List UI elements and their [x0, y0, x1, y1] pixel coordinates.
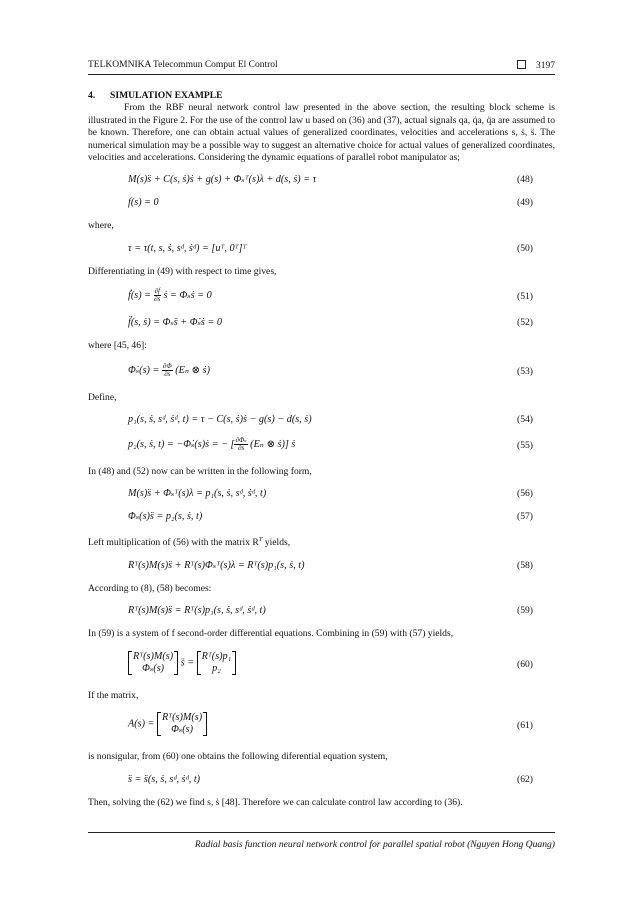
equation-54-formula: p₁(s, ṡ, sᵈ, ṡᵈ, t) = τ − C(s, ṡ)ṡ − g(s) − d(s, ṡ) [128, 414, 312, 426]
equation-55-formula [128, 437, 295, 452]
matrix-left-row-1: Rᵀ(s)M(s) [133, 650, 174, 662]
fraction-numerator: ∂Φ [162, 361, 172, 370]
equation-55-rhs: (Eₙ ⊗ ṡ)] ṡ [247, 438, 296, 450]
equation-48-formula: M(s)s̈ + C(s, ṡ)ṡ + g(s) + Φₛᵀ(s)λ + d(s, ṡ) = τ [128, 174, 317, 186]
equation-62-number: (62) [517, 773, 533, 785]
left-mult-text: Left multiplication of (56) with the matrix R [88, 537, 259, 549]
equation-52-number: (52) [517, 317, 533, 329]
section-title: SIMULATION EXAMPLE [110, 90, 223, 101]
equation-58-formula: Rᵀ(s)M(s)s̈ + Rᵀ(s)Φₛᵀ(s)λ = Rᵀ(s)p₁(s, ṡ, t) [128, 560, 305, 572]
matrix-left-row-2: Φₛ(s) [142, 662, 165, 674]
matrix-a-row-1: Rᵀ(s)M(s) [161, 712, 203, 724]
fraction-denominator: ∂s [154, 295, 161, 304]
body-text [88, 90, 555, 809]
paragraph-define: Define, [88, 391, 117, 403]
equation-53-formula [128, 363, 210, 378]
paragraph-system: In (59) is a system of f second-order differential equations. Combining in (59) with (57) yields, [88, 628, 454, 640]
paragraph-if-matrix: If the matrix, [88, 689, 139, 701]
equation-60 [88, 651, 555, 679]
paragraph-rewrite: In (48) and (52) now can be written in the following form, [88, 466, 312, 478]
equation-60-number: (60) [517, 658, 533, 670]
partial-fraction [154, 288, 161, 303]
paragraph-differentiating: Differentiating in (49) with respect to time gives, [88, 265, 277, 277]
fraction-denominator: ∂s [237, 444, 245, 453]
equation-59 [88, 605, 555, 617]
matrix-right [197, 651, 237, 675]
equation-55-lhs: p₂(s, ṡ, t) = −Φ̇ₛ(s)ṡ = − [ [128, 438, 235, 450]
fraction-denominator: ∂s [164, 369, 171, 378]
matrix-right-row-1: Rᵀ(s)p₁ [201, 650, 232, 662]
paragraph-then: Then, solving the (62) we find s, ṡ [48]. Therefore we can calculate control law according to (36). [88, 796, 463, 808]
paragraph-according: According to (8), (58) becomes: [88, 583, 212, 595]
equation-48-number: (48) [517, 174, 533, 186]
checkbox-icon [517, 60, 526, 69]
fraction-numerator: ∂Φₛ [235, 436, 247, 445]
equation-58-number: (58) [517, 560, 533, 572]
paragraph-where-ref: where [45, 46]: [88, 340, 147, 352]
matrix-left [128, 651, 178, 675]
section-heading [88, 90, 555, 102]
running-header [88, 60, 555, 75]
equation-54 [88, 414, 555, 426]
fraction-numerator: ∂f [154, 287, 160, 296]
equation-51-number: (51) [517, 291, 533, 303]
equation-53-rhs: (Eₙ ⊗ ṡ) [172, 364, 210, 376]
equation-62-formula: s̈ = s̈(s, ṡ, sᵈ, ṡᵈ, t) [128, 773, 201, 785]
matrix-a [157, 712, 207, 736]
equation-53 [88, 363, 555, 381]
equation-55 [88, 437, 555, 455]
equation-56 [88, 488, 555, 500]
paragraph-left-multiplication [88, 534, 555, 550]
equation-49-formula: f(s) = 0 [128, 197, 159, 209]
equation-56-number: (56) [517, 488, 533, 500]
page-number-group [517, 60, 555, 71]
equation-54-number: (54) [517, 414, 533, 426]
equation-49-number: (49) [517, 197, 533, 209]
paragraph-intro: From the RBF neural network control law presented in the above section, the resulting block scheme is illustrated in the Figure 2. For the use of the control law u based on (36) and (37), actual signals qa, q̇a, q̈a are assumed to be known. Therefore, one can obtain actual values of generalized coordinates, velocities and accelerations s, ṡ, s̈. The numerical simulation may be a possible way to suggest an alternative choice for actual values of generalized coordinates, velocities and accelerations. Considering the dynamic equations of parallel robot manipulator as; [88, 102, 555, 164]
equation-55-number: (55) [517, 440, 533, 452]
equation-61 [88, 712, 555, 740]
equation-57-formula: Φₛ(s)s̈ = p₂(s, ṡ, t) [128, 511, 203, 523]
equation-57 [88, 511, 555, 523]
journal-name: TELKOMNIKA Telecommun Comput El Control [88, 60, 278, 70]
equation-51-rhs: ṡ = Φₛṡ = 0 [160, 290, 212, 302]
equation-49 [88, 197, 555, 209]
equation-61-lhs: A(s) = [128, 718, 157, 730]
partial-fraction [234, 437, 247, 452]
equation-60-formula [128, 651, 236, 675]
equation-58 [88, 560, 555, 572]
page-number: 3197 [536, 61, 555, 71]
equation-61-formula [128, 712, 207, 736]
equation-60-middle: s̈ = [178, 657, 197, 669]
matrix-right-row-2: p₂ [212, 662, 221, 674]
equation-57-number: (57) [517, 511, 533, 523]
equation-51-lhs: ḟ(s) = [128, 290, 154, 302]
equation-53-number: (53) [517, 365, 533, 377]
equation-59-formula: Rᵀ(s)M(s)s̈ = Rᵀ(s)p₁(s, ṡ, sᵈ, ṡᵈ, t) [128, 605, 266, 617]
equation-52-formula: f̈(s, ṡ) = Φₛs̈ + Φ̇ₛṡ = 0 [128, 317, 222, 329]
equation-50-number: (50) [517, 242, 533, 254]
equation-59-number: (59) [517, 605, 533, 617]
equation-62 [88, 774, 555, 786]
matrix-a-row-2: Φₛ(s) [171, 724, 193, 736]
equation-50-formula: τ = τ(t, s, ṡ, sᵈ, ṡᵈ) = [uᵀ, 0ᵀ]ᵀ [128, 242, 247, 254]
equation-51 [88, 288, 555, 306]
running-footer: Radial basis function neural network control for parallel spatial robot (Nguyen Hong Quang) [88, 832, 555, 850]
equation-48 [88, 174, 555, 186]
equation-56-formula: M(s)s̈ + Φₛᵀ(s)λ = p₁(s, ṡ, sᵈ, ṡᵈ, t) [128, 488, 267, 500]
left-mult-superscript: T [258, 536, 263, 544]
paragraph-where: where, [88, 220, 114, 232]
equation-50 [88, 243, 555, 255]
equation-51-formula [128, 288, 212, 303]
left-mult-text-end: yields, [262, 537, 291, 549]
paragraph-nonsingular: is nonsigular, from (60) one obtains the following diferential equation system, [88, 751, 388, 763]
equation-52 [88, 317, 555, 329]
section-number: 4. [88, 90, 96, 101]
equation-61-number: (61) [517, 720, 533, 732]
partial-fraction [162, 363, 173, 378]
equation-53-lhs: Φ̇ₛ(s) = [128, 364, 162, 376]
